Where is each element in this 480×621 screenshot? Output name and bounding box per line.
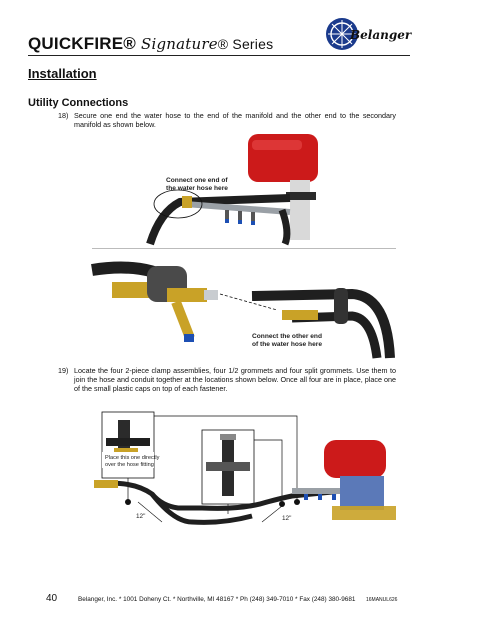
step-number: 19) [58,366,69,375]
dimension-right-label: 12" [282,515,292,522]
section-title: Installation [28,66,97,81]
subsection-title: Utility Connections [28,97,129,109]
inset-clamp-detail-left [102,412,160,478]
header-rule [28,55,410,56]
page-number: 40 [46,593,58,604]
figure-clamp-locations [92,410,408,540]
figure-divider [92,248,396,249]
brand-name: QUICKFIRE® [28,34,137,53]
callout-line-1: Place this one directly [105,455,160,461]
callout-line-2: the water hose here [166,185,228,192]
step-18 [58,111,398,131]
callout-line-2: of the water hose here [252,341,322,348]
step-text: Locate the four 2-piece clamp assemblies, four 1/2 grommets and four split grommets. Use them to join the hose and conduit together at the locations shown below. Once all four are in place, place one of the small plastic caps on top of each fastener. [74,366,396,394]
step-text: Secure one end the water hose to the end of the manifold and the other end to the secondary manifold as shown below. [74,111,396,130]
series-label: ® Series [217,36,274,52]
logo-wordmark: Belanger [350,28,412,42]
inset-clamp-detail-center [202,430,254,504]
belanger-logo [320,12,412,56]
figure-hose-end-connection [92,258,392,362]
step-number: 18) [58,111,69,120]
callout-line-1: Connect the other end [252,333,322,340]
callout-line-2: over the hose fitting [105,462,154,468]
footer-address: Belanger, Inc. * 1001 Doheny Ct. * Northville, MI 48167 * Ph (248) 349-7010 * Fax (248) 380-9681 [78,596,356,603]
left-fitting-illustration [92,266,218,342]
step-19 [58,366,398,406]
footer-doc-code: 16MANUL626 [366,597,398,603]
figure-manifold-connection [140,132,320,247]
callout-line-1: Connect one end of [166,177,228,184]
manifold-pipe-illustration [150,196,290,244]
signature-script-word: Signature [140,35,218,53]
header-title [28,34,273,54]
dimension-left-label: 12" [136,513,146,520]
